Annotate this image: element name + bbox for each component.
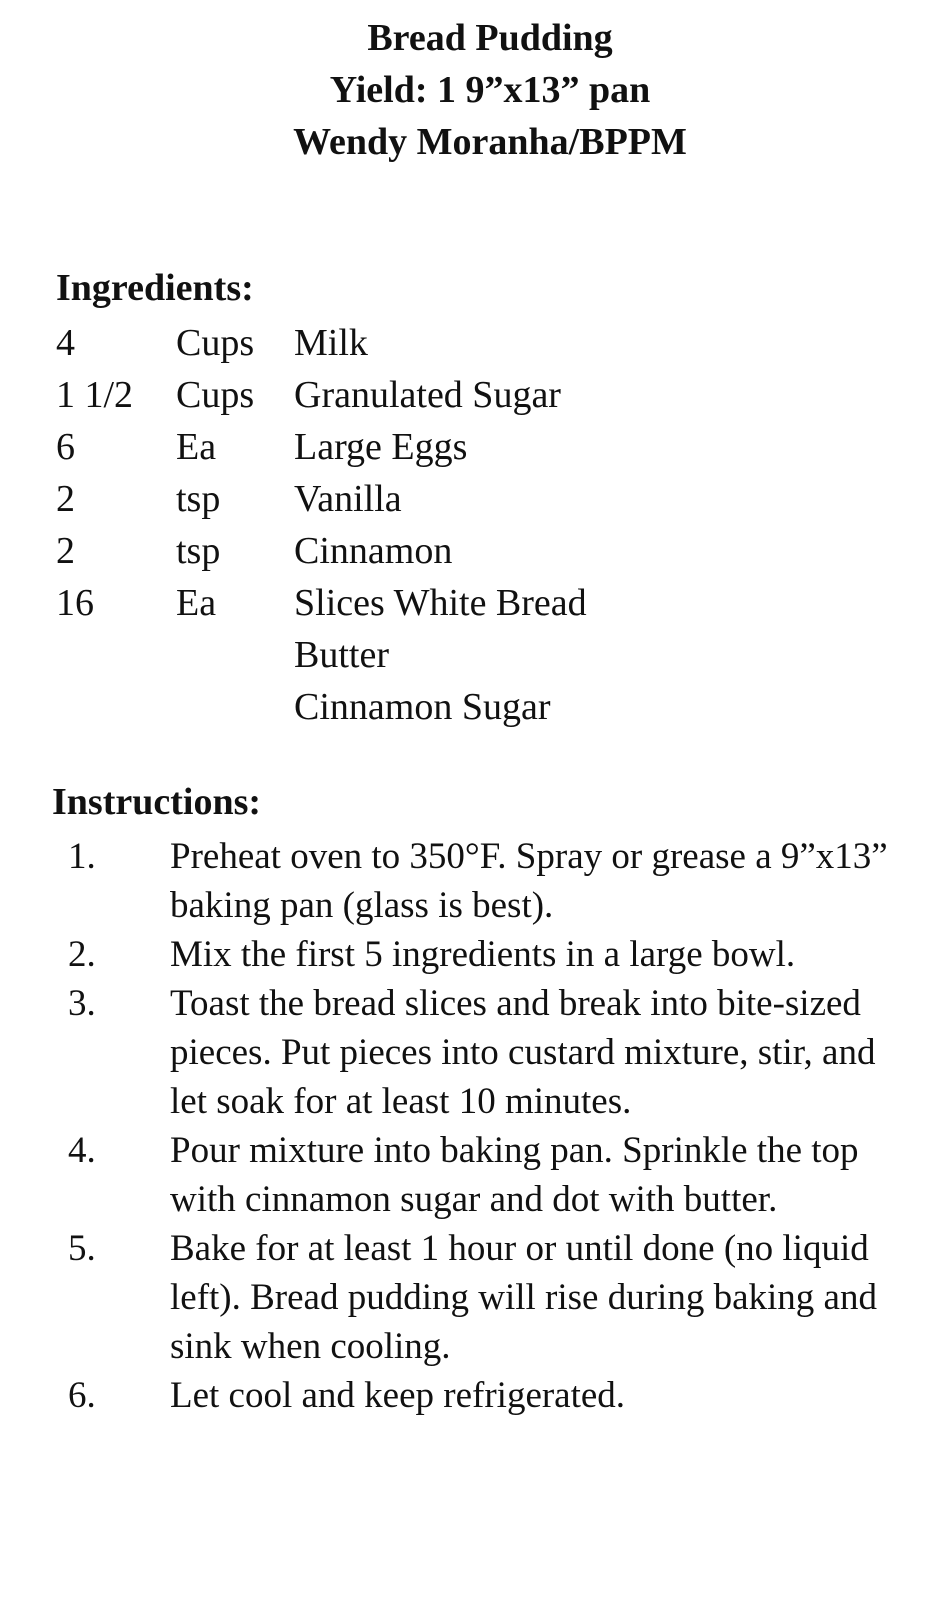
ingredient-row [56,682,876,734]
ingredient-unit: Ea [176,582,217,624]
ingredient-row [56,578,876,630]
step-text: Mix the first 5 ingredients in a large bowl. [170,934,796,975]
step-number: 2. [68,934,96,975]
ingredient-row [56,474,876,526]
step-number: 4. [68,1130,96,1171]
ingredient-quantity: 4 [56,322,75,364]
ingredient-unit: tsp [176,478,221,520]
ingredient-quantity: 6 [56,426,75,468]
ingredient-row [56,630,876,682]
instruction-step [60,1224,890,1371]
ingredient-row [56,370,876,422]
ingredient-name: Milk [294,322,368,364]
ingredient-name: Cinnamon Sugar [294,686,551,728]
step-number: 3. [68,983,96,1024]
instructions-list [60,832,890,1420]
ingredient-name: Cinnamon [294,530,453,572]
step-number: 5. [68,1228,96,1269]
step-text: Toast the bread slices and break into bite-sized pieces. Put pieces into custard mixture, stir, and let soak for at least 10 minutes. [170,983,876,1122]
instruction-step [60,930,890,979]
ingredient-unit: Cups [176,374,255,416]
ingredient-quantity: 2 [56,478,75,520]
ingredient-quantity: 2 [56,530,75,572]
ingredients-list [56,318,876,734]
ingredient-unit: tsp [176,530,221,572]
instruction-step [60,1371,890,1420]
recipe-title: Bread Pudding [367,17,613,59]
ingredient-quantity: 1 1/2 [56,374,134,416]
step-number: 1. [68,836,96,877]
ingredient-unit: Ea [176,426,217,468]
ingredient-unit: Cups [176,322,255,364]
instruction-step [60,979,890,1126]
step-text: Bake for at least 1 hour or until done (no liquid left). Bread pudding will rise during baking and sink when cooling. [170,1228,877,1367]
instruction-step [60,1126,890,1224]
step-text: Let cool and keep refrigerated. [170,1375,626,1416]
ingredient-row [56,318,876,370]
recipe-author: Wendy Moranha/BPPM [293,121,687,163]
ingredient-name: Large Eggs [294,426,468,468]
recipe-yield: Yield: 1 9”x13” pan [329,69,651,111]
ingredients-heading: Ingredients: [56,267,254,309]
ingredient-name: Slices White Bread [294,582,587,624]
ingredient-row [56,422,876,474]
instruction-step [60,832,890,930]
ingredient-name: Butter [294,634,389,676]
ingredient-name: Granulated Sugar [294,374,561,416]
step-text: Preheat oven to 350°F. Spray or grease a 9”x13” baking pan (glass is best). [170,836,888,926]
recipe-header [0,12,928,168]
step-text: Pour mixture into baking pan. Sprinkle the top with cinnamon sugar and dot with butter. [170,1130,859,1220]
ingredient-row [56,526,876,578]
step-number: 6. [68,1375,96,1416]
ingredient-name: Vanilla [294,478,402,520]
ingredient-quantity: 16 [56,582,94,624]
instructions-heading: Instructions: [52,781,262,823]
